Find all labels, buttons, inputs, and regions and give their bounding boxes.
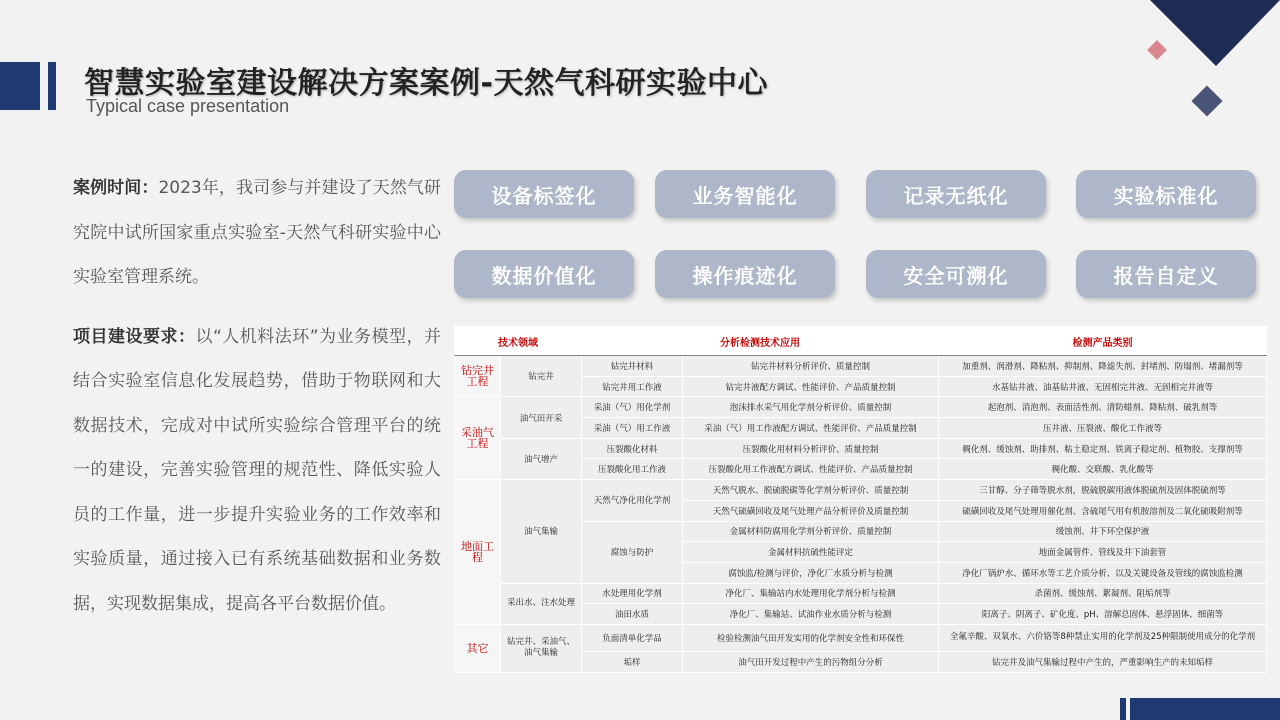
tag-experiment-standardization: 实验标准化 [1076,170,1256,218]
item-name: 水处理用化学剂 [582,583,683,604]
product-text: 稠化酸、交联酸、乳化酸等 [939,459,1267,480]
application-text: 检验检测油气田开发实用的化学剂安全性和环保性 [683,624,939,651]
application-text: 压裂酸化用工作液配方调试、性能评价、产品质量控制 [683,459,939,480]
tag-safety-traceable: 安全可溯化 [866,250,1046,298]
tag-operation-traces: 操作痕迹化 [655,250,835,298]
technology-table [454,326,1267,673]
sub-field-mixed: 钻完井、采油气、油气集输 [501,624,582,672]
table-header-row [455,327,1267,356]
application-text: 金属材料防腐用化学剂分析评价、质量控制 [683,521,939,542]
major-field-drilling: 钻完井工程 [455,356,501,397]
product-text: 水基钻井液、油基钻井液、无固相完井液、无固相完井液等 [939,376,1267,397]
case-time-label: 案例时间： [73,178,159,198]
product-text: 压井液、压裂液、酸化工作液等 [939,418,1267,439]
item-name: 钻完井材料 [582,356,683,377]
product-text: 加重剂、润滑剂、降粘剂、抑制剂、降滤失剂、封堵剂、防塌剂、堵漏剂等 [939,356,1267,377]
table-row [455,356,1267,377]
tag-paperless-records: 记录无纸化 [866,170,1046,218]
case-time-paragraph [73,166,441,300]
corner-triangle-decoration [1150,0,1280,66]
tag-data-value: 数据价值化 [454,250,634,298]
table-row [455,438,1267,459]
application-text: 油气田开发过程中产生的污物组分分析 [683,651,939,672]
item-name: 采油（气）用化学剂 [582,397,683,418]
product-text: 钻完井及油气集输过程中产生的，严重影响生产的未知垢样 [939,651,1267,672]
page-title: 智慧实验室建设解决方案案例-天然气科研实验中心 [84,66,768,101]
application-text: 天然气脱水、脱硫脱碳等化学剂分析评价、质量控制 [683,480,939,501]
item-name: 采油（气）用工作液 [582,418,683,439]
application-text: 钻完井液配方调试、性能评价、产品质量控制 [683,376,939,397]
application-text: 净化厂、集输站、试油作业水质分析与检测 [683,604,939,625]
product-text: 缓蚀剂、井下环空保护液 [939,521,1267,542]
table-row [455,480,1267,501]
product-text: 全氟辛酸、双氧水、六价铬等8种禁止实用的化学剂及25种限制使用成分的化学剂 [939,624,1267,651]
header-analysis-app: 分析检测技术应用 [582,327,939,356]
application-text: 腐蚀监/检测与评价，净化厂水质分析与检测 [683,562,939,583]
product-text: 三甘醇、分子筛等脱水剂，脱硫脱碳用液体脱硫剂及固体脱硫剂等 [939,480,1267,501]
product-text: 地面金属管件、管线及井下油套管 [939,542,1267,563]
item-name: 负面清单化学品 [582,624,683,651]
application-text: 泡沫排水采气用化学剂分析评价、质量控制 [683,397,939,418]
sub-field-drilling: 钻完井 [501,356,582,397]
sub-field-exploitation: 油气田开采 [501,397,582,438]
case-time-text: 2023年，我司参与并建设了天然气研究院中试所国家重点实验室-天然气科研实验中心实验室管理系统。 [73,178,442,287]
product-text: 净化厂锅炉水、循环水等工艺介质分析、以及关键设备及管线的腐蚀监检测 [939,562,1267,583]
item-name: 油田水质 [582,604,683,625]
requirement-label: 项目建设要求： [73,326,196,347]
sub-field-stimulation: 油气增产 [501,438,582,479]
application-text: 天然气硫磺回收及尾气处理产品分析评价及质量控制 [683,500,939,521]
table-row [455,624,1267,651]
application-text: 金属材料抗硫性能评定 [683,542,939,563]
major-field-other: 其它 [455,624,501,672]
sub-field-water-treatment: 采出水、注水处理 [501,583,582,624]
product-text: 稠化剂、缓蚀剂、助排剂、粘土稳定剂、铁离子稳定剂、植物胶、支撑剂等 [939,438,1267,459]
requirement-text: 以“人机料法环”为业务模型，并结合实验室信息化发展趋势，借助于物联网和大数据技术，完成对中试所实验综合管理平台的统一的建设，完善实验管理的规范性、降低实验人员的工作量，进一步提升实验业务的工作效率和实验质量，通过接入已有系统基础数据和业务数据，实现数据集成，提高各平台数据价值。 [73,326,441,614]
tag-business-intelligence: 业务智能化 [655,170,835,218]
application-text: 压裂酸化用材料分析评价、质量控制 [683,438,939,459]
case-description [73,166,441,641]
item-name: 压裂酸化材料 [582,438,683,459]
page-subtitle: Typical case presentation [86,96,290,116]
product-text: 杀菌剂、缓蚀剂、絮凝剂、阻垢剂等 [939,583,1267,604]
item-name: 压裂酸化用工作液 [582,459,683,480]
application-text: 净化厂、集输站内水处理用化学剂分析与检测 [683,583,939,604]
header-accent-bar [0,62,40,110]
product-text: 阳离子、阴离子、矿化度、pH、溶解总固体、悬浮固体、细菌等 [939,604,1267,625]
table-row [455,583,1267,604]
header-product-category: 检测产品类别 [939,327,1267,356]
table-row [455,397,1267,418]
requirement-paragraph [73,315,441,627]
application-text: 钻完井材料分析评价、质量控制 [683,356,939,377]
product-text: 硫磺回收及尾气处理用催化剂、含硫尾气用有机胺溶剂及二氧化硫吸附剂等 [939,500,1267,521]
item-name: 天然气净化用化学剂 [582,480,683,521]
item-name: 垢样 [582,651,683,672]
diamond-decoration-navy [1191,85,1222,116]
tag-custom-report: 报告自定义 [1076,250,1256,298]
major-field-surface: 地面工程 [455,480,501,625]
tag-device-labeling: 设备标签化 [454,170,634,218]
item-name: 腐蚀与防护 [582,521,683,583]
item-name: 钻完井用工作液 [582,376,683,397]
application-text: 采油（气）用工作液配方调试、性能评价、产品质量控制 [683,418,939,439]
product-text: 起泡剂、消泡剂、表面活性剂、清防蜡剂、降粘剂、破乳剂等 [939,397,1267,418]
header-accent-stripe [48,62,56,110]
sub-field-gathering: 油气集输 [501,480,582,583]
major-field-production: 采油气工程 [455,397,501,480]
header-tech-field: 技术领域 [455,327,582,356]
